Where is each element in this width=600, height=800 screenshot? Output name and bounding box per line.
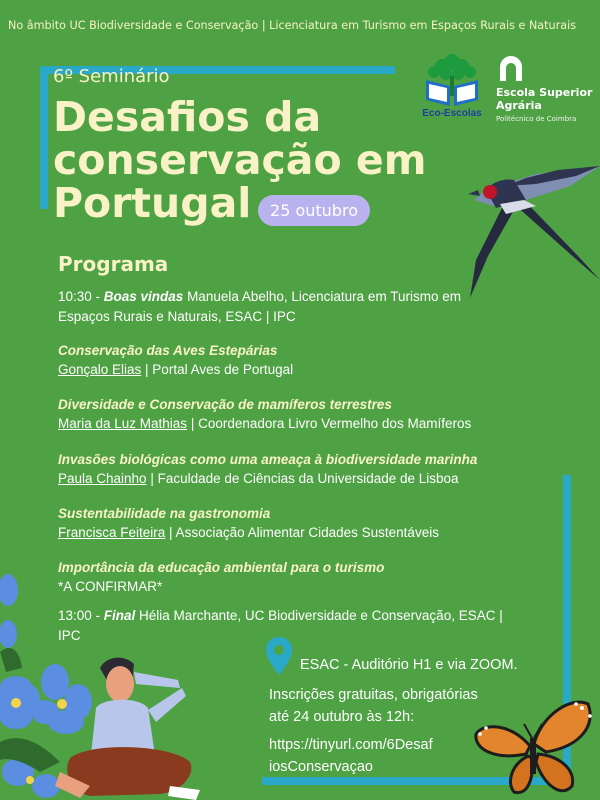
- speaker-affiliation: | Associação Alimentar Cidades Sustentáveis: [165, 525, 439, 540]
- speaker-name: Maria da Luz Mathias: [58, 416, 188, 431]
- opening-time: 10:30 -: [58, 289, 104, 304]
- speaker-name: Francisca Feiteira: [58, 525, 166, 540]
- talk-speaker: [58, 416, 471, 431]
- link-line[interactable]: https://tinyurl.com/6Desaf: [269, 737, 433, 753]
- programme-heading: Programa: [58, 252, 169, 276]
- speaker-affiliation: *A CONFIRMAR*: [58, 579, 163, 594]
- talk-speaker: [58, 525, 439, 540]
- esa-logo-mark: [497, 55, 525, 83]
- context-note: No âmbito UC Biodiversidade e Conservação | Licenciatura em Turismo em Espaços Rurais e Naturais: [8, 19, 577, 32]
- opening-affiliation: Espaços Rurais e Naturais, ESAC | IPC: [58, 309, 296, 324]
- butterfly-illustration: [472, 694, 594, 800]
- location-pin-icon: [265, 636, 293, 676]
- opening-entry: [58, 287, 461, 327]
- closing-affiliation: IPC: [58, 628, 81, 643]
- swallow-illustration: [466, 160, 600, 300]
- venue-text: ESAC - Auditório H1 e via ZOOM.: [300, 657, 518, 673]
- talk-title: Conservação das Aves Estepárias: [58, 343, 278, 358]
- speaker-name: Paula Chainho: [58, 471, 147, 486]
- page-title: [53, 93, 427, 227]
- talk-title: Sustentabilidade na gastronomia: [58, 506, 271, 521]
- registration-line: até 24 outubro às 12h:: [269, 709, 415, 725]
- closing-label: Final: [103, 608, 136, 623]
- opening-speaker: Manuela Abelho, Licenciatura em Turismo em: [183, 289, 461, 304]
- registration-line: Inscrições gratuitas, obrigatórias: [269, 687, 478, 703]
- person-with-flowers-illustration: [0, 572, 230, 800]
- title-line: conservação em: [53, 136, 427, 184]
- speaker-affiliation: | Coordenadora Livro Vermelho dos Mamíferos: [187, 416, 472, 431]
- link-line[interactable]: iosConservaçao: [269, 759, 373, 775]
- speaker-affiliation: | Portal Aves de Portugal: [141, 362, 294, 377]
- speaker-name: Gonçalo Elias: [58, 362, 142, 377]
- talk-title: Diversidade e Conservação de mamíferos terrestres: [58, 397, 392, 412]
- esa-name-line: Escola Superior: [496, 86, 593, 99]
- title-line: Desafios da: [53, 93, 322, 141]
- closing-speaker: Hélia Marchante, UC Biodiversidade e Conservação, ESAC |: [135, 608, 503, 623]
- registration-text: [269, 684, 478, 728]
- seminar-label: 6º Seminário: [53, 66, 170, 87]
- esa-name-line: Agrária: [496, 99, 542, 112]
- title-line: Portugal: [53, 179, 252, 227]
- frame-line-left: [40, 66, 48, 209]
- date-badge: 25 outubro: [258, 195, 370, 226]
- eco-escolas-logo: [418, 50, 486, 120]
- opening-label: Boas vindas: [103, 289, 184, 304]
- registration-link[interactable]: [269, 734, 433, 778]
- talk-title: Invasões biológicas como uma ameaça à biodiversidade marinha: [58, 452, 478, 467]
- esa-logo-subtitle: Politécnico de Coimbra: [496, 115, 577, 123]
- eco-escolas-wordmark: Eco-Escolas: [422, 108, 482, 119]
- talk-title: Importância da educação ambiental para o turismo: [58, 560, 385, 575]
- closing-time: 13:00 -: [58, 608, 104, 623]
- talk-speaker: [58, 471, 459, 486]
- speaker-affiliation: | Faculdade de Ciências da Universidade de Lisboa: [146, 471, 459, 486]
- talk-speaker: [58, 362, 293, 377]
- esa-logo-name: [496, 86, 592, 112]
